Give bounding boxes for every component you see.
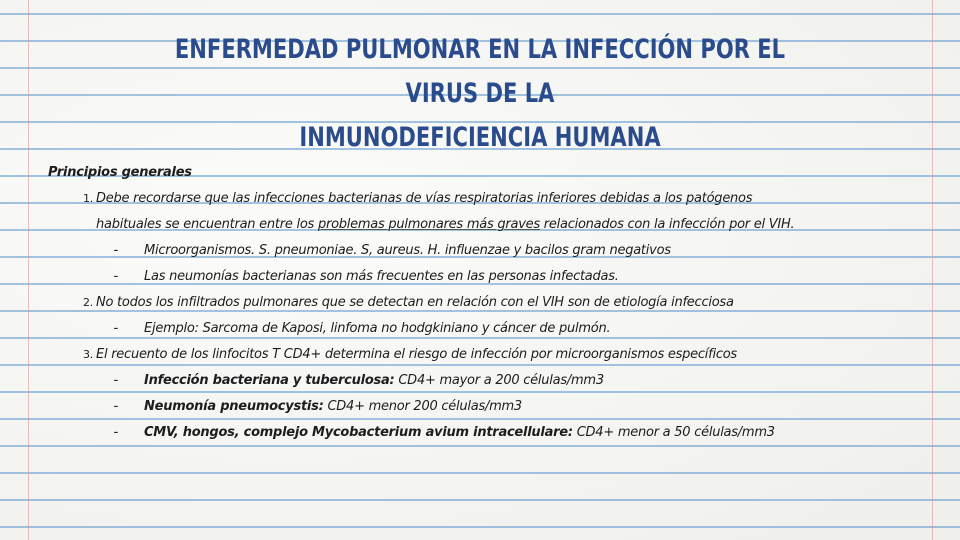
list-item-text: habituales se encuentran entre los bbox=[96, 217, 318, 232]
sub-item bbox=[48, 238, 928, 264]
underlined-phrase: problemas pulmonares más graves bbox=[317, 217, 540, 232]
dash-bullet: - bbox=[113, 373, 118, 388]
sub-item bbox=[48, 264, 928, 290]
sub-item bbox=[48, 394, 928, 420]
dash-bullet: - bbox=[113, 243, 118, 258]
list-number: 2. bbox=[83, 296, 93, 309]
sub-item-bold-label: CMV, hongos, complejo Mycobacterium avium intracellulare: bbox=[144, 425, 573, 440]
sub-item-text: CD4+ menor 200 células/mm3 bbox=[323, 399, 522, 414]
sub-item-text: CD4+ menor a 50 células/mm3 bbox=[572, 425, 775, 440]
list-item-3 bbox=[48, 342, 928, 368]
list-item-1-continuation bbox=[48, 212, 928, 238]
sub-item bbox=[48, 316, 928, 342]
list-number: 3. bbox=[83, 348, 93, 361]
sub-item-bold-label: Infección bacteriana y tuberculosa: bbox=[144, 373, 395, 388]
section-heading: Principios generales bbox=[48, 165, 192, 180]
list-item-1 bbox=[48, 186, 928, 212]
list-item-2 bbox=[48, 290, 928, 316]
sub-item bbox=[48, 420, 928, 446]
sub-item-bold-label: Neumonía pneumocystis: bbox=[144, 399, 324, 414]
sub-item-text: Ejemplo: Sarcoma de Kaposi, linfoma no hodgkiniano y cáncer de pulmón. bbox=[144, 321, 611, 336]
sub-item-text: Microorganismos. S. pneumoniae. S, aureus. H. influenzae y bacilos gram negativos bbox=[144, 243, 671, 258]
dash-bullet: - bbox=[113, 321, 118, 336]
content-body bbox=[48, 160, 928, 446]
list-number: 1. bbox=[83, 192, 93, 205]
dash-bullet: - bbox=[113, 399, 118, 414]
title-line-1: ENFERMEDAD PULMONAR EN LA INFECCIÓN POR EL VIRUS DE LA bbox=[174, 34, 786, 109]
sub-item-text: CD4+ mayor a 200 células/mm3 bbox=[394, 373, 604, 388]
page-title bbox=[168, 28, 792, 160]
right-margin-line bbox=[932, 0, 933, 540]
list-item-text: No todos los infiltrados pulmonares que se detectan en relación con el VIH son de etiología infecciosa bbox=[96, 295, 734, 310]
list-item-text: El recuento de los linfocitos T CD4+ determina el riesgo de infección por microorganismos específicos bbox=[96, 347, 737, 362]
title-line-2: INMUNODEFICIENCIA HUMANA bbox=[299, 122, 661, 153]
left-margin-line bbox=[28, 0, 29, 540]
dash-bullet: - bbox=[113, 269, 118, 284]
dash-bullet: - bbox=[113, 425, 118, 440]
list-item-text: relacionados con la infección por el VIH. bbox=[539, 217, 795, 232]
list-item-text: Debe recordarse que las infecciones bacterianas de vías respiratorias inferiores debidas a los patógenos bbox=[96, 191, 753, 206]
sub-item-text: Las neumonías bacterianas son más frecuentes en las personas infectadas. bbox=[144, 269, 619, 284]
sub-item bbox=[48, 368, 928, 394]
